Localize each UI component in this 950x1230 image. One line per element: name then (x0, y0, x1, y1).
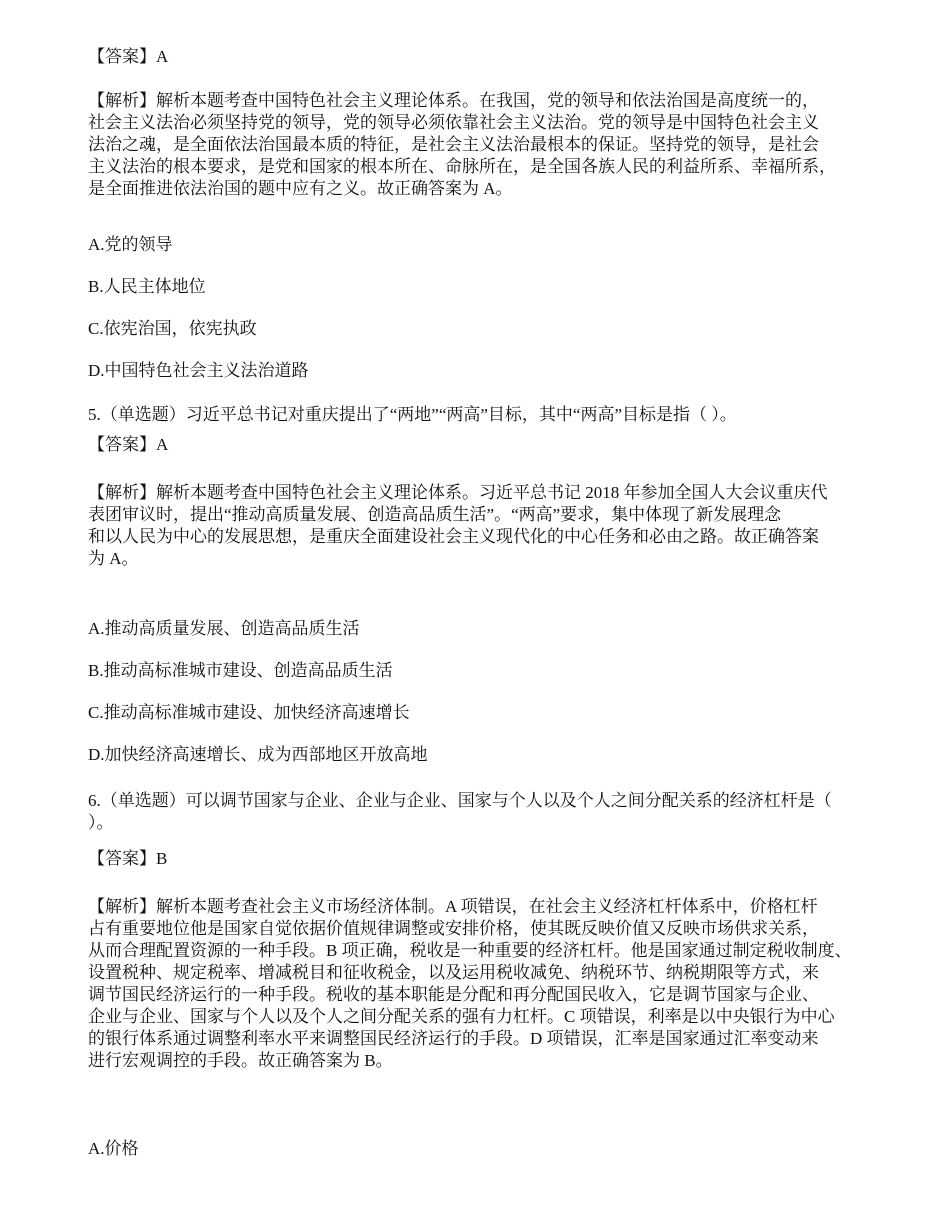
option-d: D.加快经济高速增长、成为西部地区开放高地 (88, 745, 428, 764)
option-c: C.依宪治国，依宪执政 (88, 319, 257, 338)
explanation-line: 和以人民为中心的发展思想，是重庆全面建设社会主义现代化的中心任务和必由之路。故正确答案 (88, 527, 819, 546)
explanation-line: 法治之魂，是全面依法治国最本质的特征，是社会主义法治最根本的保证。坚持党的领导，是社会 (88, 135, 819, 154)
explanation-line: 占有重要地位他是国家自觉依据价值规律调整或安排价格，使其既反映价值又反映市场供求关系， (88, 919, 819, 938)
question-line: ）。 (88, 813, 114, 832)
option-a: A.价格 (88, 1139, 139, 1158)
answer-1: 【答案】A (88, 47, 169, 66)
explanation-line: 为 A。 (88, 549, 139, 568)
option-a: A.党的领导 (88, 235, 173, 254)
explanation-line: 调节国民经济运行的一种手段。税收的基本职能是分配和再分配国民收入，它是调节国家与企业、 (88, 985, 819, 1004)
question-6 (88, 790, 918, 834)
explanation-line: 【解析】解析本题考查中国特色社会主义理论体系。习近平总书记 2018 年参加全国人大会议重庆代 (88, 483, 828, 502)
explanation-line: 从而合理配置资源的一种手段。B 项正确，税收是一种重要的经济杠杆。他是国家通过制定税收制度、 (88, 941, 852, 960)
explanation-line: 企业与企业、国家与个人以及个人之间分配关系的强有力杠杆。C 项错误，利率是以中央银行为中心 (88, 1007, 835, 1026)
option-a: A.推动高质量发展、创造高品质生活 (88, 619, 360, 638)
question-line: 6.（单选题）可以调节国家与企业、企业与企业、国家与个人以及个人之间分配关系的经济杠杆是（ (88, 791, 832, 810)
explanation-line: 表团审议时，提出“推动高质量发展、创造高品质生活”。“两高”要求，集中体现了新发展理念 (88, 505, 782, 524)
explanation-line: 设置税种、规定税率、增减税目和征收税金，以及运用税收减免、纳税环节、纳税期限等方式，来 (88, 963, 819, 982)
option-c: C.推动高标准城市建设、加快经济高速增长 (88, 703, 410, 722)
explanation-line: 是全面推进依法治国的题中应有之义。故正确答案为 A。 (88, 179, 513, 198)
question-5: 5.（单选题）习近平总书记对重庆提出了“两地”“两高”目标，其中“两高”目标是指（ ）。 (88, 405, 737, 424)
explanation-line: 【解析】解析本题考查社会主义市场经济体制。A 项错误，在社会主义经济杠杆体系中，价格杠杆 (88, 897, 818, 916)
option-d: D.中国特色社会主义法治道路 (88, 361, 309, 380)
explanation-line: 进行宏观调控的手段。故正确答案为 B。 (88, 1051, 393, 1070)
answer-5: 【答案】A (88, 435, 169, 454)
explanation-1 (88, 90, 918, 200)
explanation-line: 社会主义法治必须坚持党的领导，党的领导必须依靠社会主义法治。党的领导是中国特色社会主义 (88, 113, 819, 132)
explanation-6 (88, 896, 918, 1072)
explanation-5 (88, 482, 918, 570)
explanation-line: 主义法治的根本要求，是党和国家的根本所在、命脉所在，是全国各族人民的利益所系、幸福所系， (88, 157, 836, 176)
option-b: B.人民主体地位 (88, 277, 206, 296)
option-b: B.推动高标准城市建设、创造高品质生活 (88, 661, 393, 680)
explanation-line: 的银行体系通过调整利率水平来调整国民经济运行的手段。D 项错误，汇率是国家通过汇率变动来 (88, 1029, 819, 1048)
answer-6: 【答案】B (88, 849, 168, 868)
explanation-line: 【解析】解析本题考查中国特色社会主义理论体系。在我国，党的领导和依法治国是高度统一的， (88, 91, 819, 110)
